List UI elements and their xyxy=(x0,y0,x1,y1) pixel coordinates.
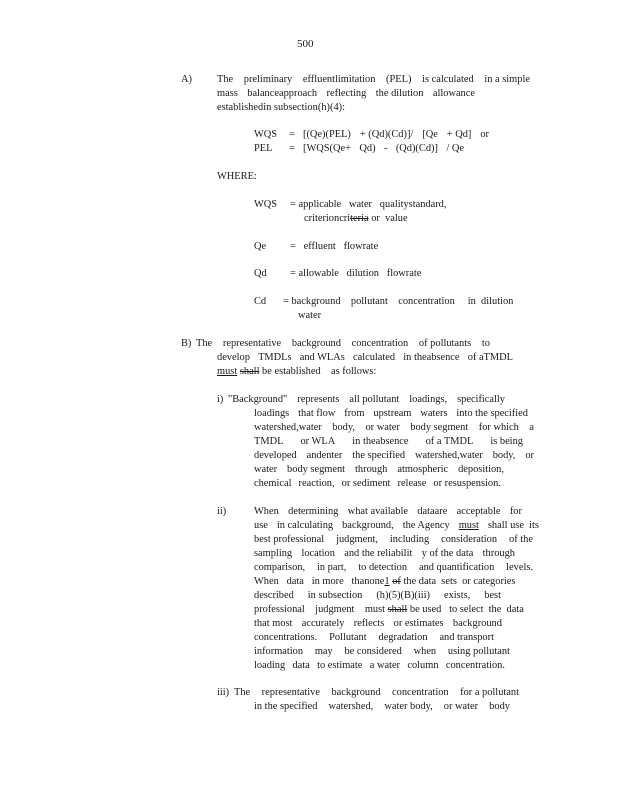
item-ii-line: When data in more thanone1 of the data sets or categories xyxy=(254,576,516,587)
item-ii-line: concentrations. Pollutant degradation and transport xyxy=(254,632,494,643)
item-ii-line: use in calculating background, the Agency must shall use its xyxy=(254,520,539,531)
equation-wqs-expression: [(Qe)(PEL) + (Qd)(Cd)]/ [Qe + Qd] or xyxy=(303,129,489,140)
item-ii-line: When determining what available dataare acceptable for xyxy=(254,506,522,517)
item-i-line: watershed,water body, or water body segment for which a xyxy=(254,422,534,433)
item-ii-marker: ii) xyxy=(217,506,227,517)
section-b-line: The representative background concentration of pollutants to xyxy=(196,338,490,349)
item-i-line: water body segment through atmospheric deposition, xyxy=(254,464,504,475)
item-i-line: developed andenter the specified watershed,water body, or xyxy=(254,450,534,461)
page-number: 500 xyxy=(297,38,314,50)
section-a-line: mass balanceapproach reflecting the dilution allowance xyxy=(217,88,475,99)
section-b-line: must shall be established as follows: xyxy=(217,366,377,377)
item-iii-line: The representative background concentration for a pollutant xyxy=(234,687,519,698)
item-ii-line: loading data to estimate a water column concentration. xyxy=(254,660,505,671)
item-i-line: chemical reaction, or sediment release or resuspension. xyxy=(254,478,501,489)
item-ii-line: comparison, in part, to detection and quantification levels. xyxy=(254,562,533,573)
item-i-line: "Background" represents all pollutant loadings, specifically xyxy=(228,394,505,405)
item-i-line: loadings that flow from upstream waters into the specified xyxy=(254,408,528,419)
item-ii-line: information may be considered when using pollutant xyxy=(254,646,510,657)
item-ii-line: described in subsection (h)(5)(B)(iii) exists, best xyxy=(254,590,501,601)
item-ii-line: best professional judgment, including consideration of the xyxy=(254,534,533,545)
section-a-line: The preliminary effluentlimitation (PEL) is calculated in a simple xyxy=(217,74,530,85)
item-ii-line: professional judgment must shall be used to select the data xyxy=(254,604,524,615)
item-ii-line: sampling location and the reliabilit y of the data through xyxy=(254,548,515,559)
section-a-line: established in subsection (h)(4): xyxy=(217,102,345,113)
item-iii-marker: iii) xyxy=(217,687,230,698)
item-i-line: TMDL or WLA in theabsence of a TMDL is being xyxy=(254,436,523,447)
item-iii-line: in the specified watershed, water body, or water body xyxy=(254,701,510,712)
section-b-marker: B) xyxy=(181,338,192,349)
item-ii-line: that most accurately reflects or estimates background xyxy=(254,618,502,629)
item-i-marker: i) xyxy=(217,394,224,405)
where-label: WHERE: xyxy=(217,171,257,182)
equation-pel-expression: [WQS(Qe+ Qd) - (Qd)(Cd)] / Qe xyxy=(303,143,464,154)
section-a-marker: A) xyxy=(181,74,192,85)
section-b-line: develop TMDLs and WLAs calculated in theabsence of aTMDL xyxy=(217,352,513,363)
